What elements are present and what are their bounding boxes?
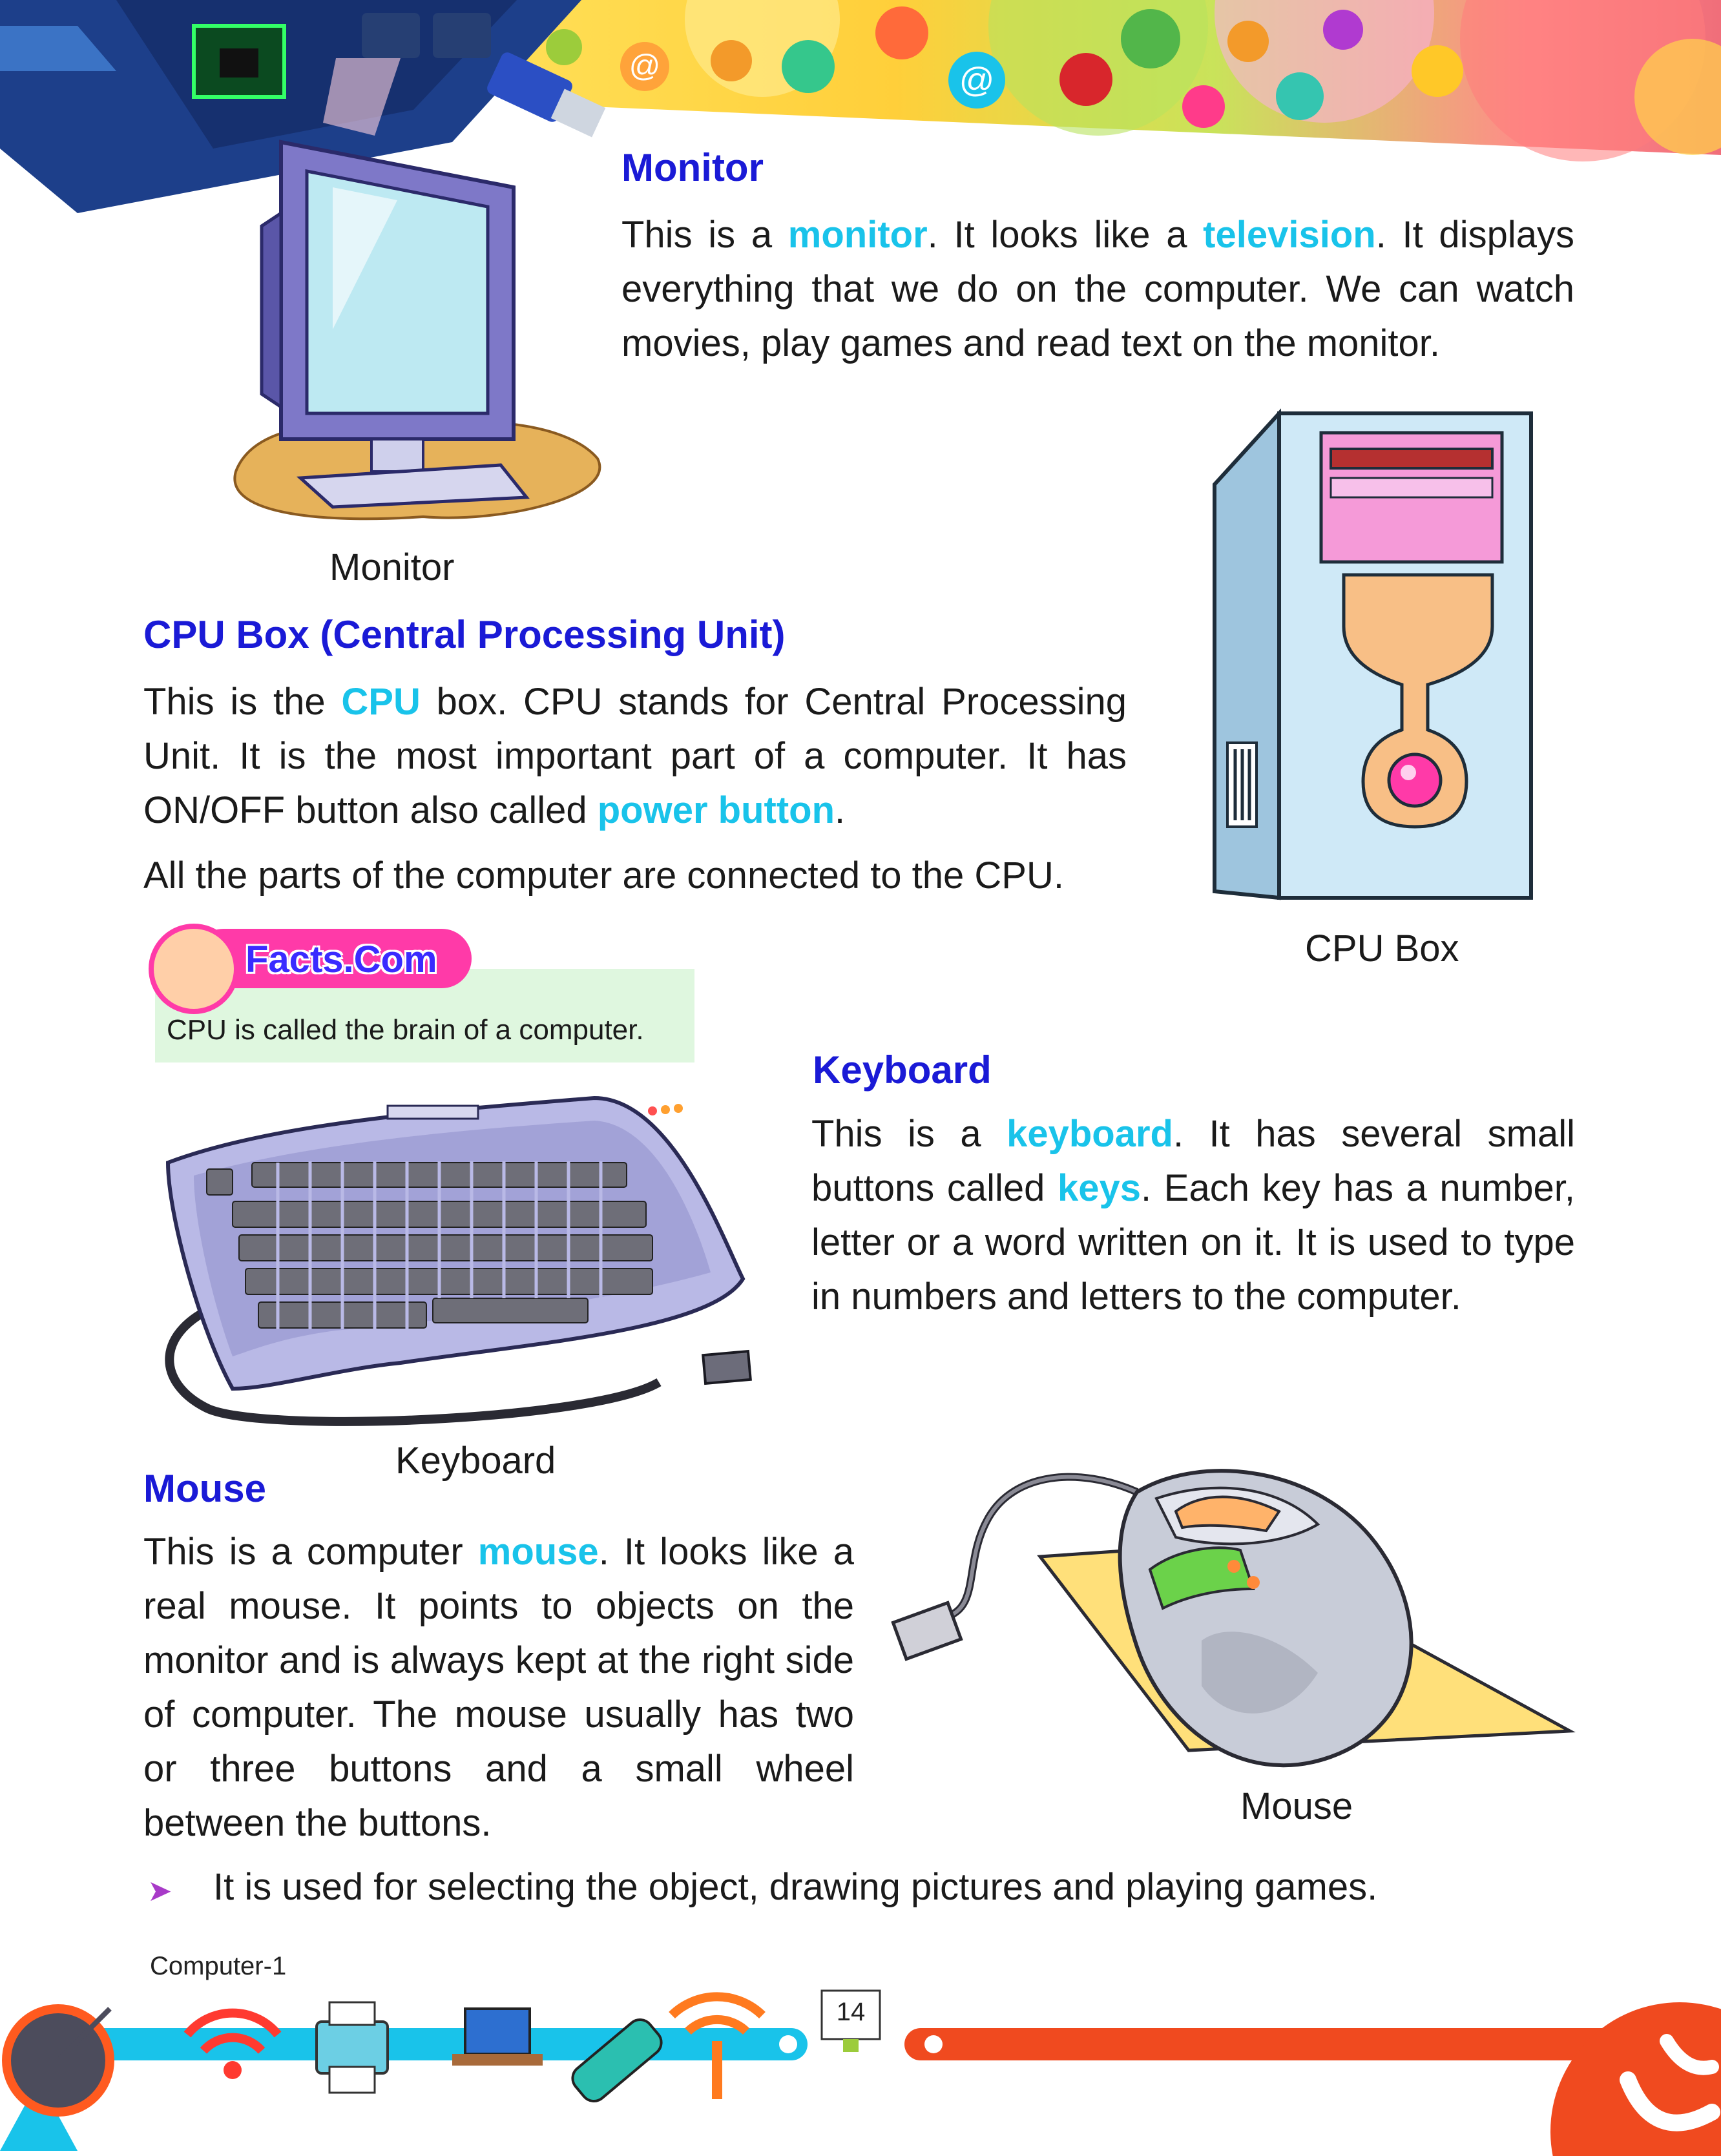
footer-graphics [0,1964,1721,2156]
cpu-paragraph-2: All the parts of the computer are connected to the CPU. [143,855,1064,897]
cpu-caption: CPU Box [1305,928,1459,969]
mouse-text-1: This is a computer [143,1531,478,1573]
mouse-caption: Mouse [1240,1785,1353,1827]
facts-title: Facts.Com [245,938,437,980]
keyboard-highlight-keyboard: keyboard [1007,1113,1173,1155]
gamepad-icon [1182,85,1225,128]
cpu-text-1: This is the [143,681,342,723]
cpu-box-illustration [1208,407,1544,904]
monitor-heading: Monitor [621,146,764,189]
mouse-paragraph [143,1525,854,1850]
at-icon: @ [948,52,1005,109]
cpu-heading: CPU Box (Central Processing Unit) [143,613,786,656]
monitor-highlight-television: television [1203,214,1376,256]
stats-icon [546,29,582,65]
at-icon: @ [620,42,669,91]
folder-icon [1323,10,1363,50]
monitor-highlight-monitor: monitor [787,214,928,256]
mouse-heading: Mouse [143,1467,267,1510]
cpu-paragraph [143,675,1127,838]
monitor-illustration [229,136,604,536]
mouse-highlight-mouse: mouse [477,1531,599,1573]
monitor-text-2: . It looks like a [927,214,1204,256]
monitor-icon [1412,45,1463,97]
mouse-icon [711,40,752,81]
keyboard-heading: Keyboard [813,1048,992,1092]
upload-icon [875,6,928,59]
keyboard-caption: Keyboard [395,1440,556,1482]
bullet-arrow-icon: ➤ [147,1874,172,1907]
monitor-text-3: . It displays everything that we do on the computer. We can watch movies, play games and read text on the monitor. [621,214,1574,364]
chart-icon [1276,72,1324,120]
keyboard-text-2: . It has several small buttons called [811,1113,1575,1209]
keyboard-text-1: This is a [811,1113,1007,1155]
monitor-text-1: This is a [621,214,788,256]
cpu-text-2: box. CPU stands for Central Processing Unit. It is the most important part of a computer. It has ON/OFF button also called [143,681,1127,831]
mouse-icon [1227,21,1269,62]
cpu-highlight-cpu: CPU [341,681,421,723]
facts-boy-icon [149,924,239,1014]
keyboard-illustration [142,1085,762,1447]
keyboard-text-3: . Each key has a number, letter or a word written on it. It is used to type in numbers and letters to the computer. [811,1167,1575,1318]
keyboard-paragraph [811,1107,1575,1324]
page-number: 14 [836,1998,866,2026]
mouse-bullet-text: It is used for selecting the object, drawing pictures and playing games. [213,1866,1378,1908]
keyboard-highlight-keys: keys [1058,1167,1142,1209]
mouse-text-2: . It looks like a real mouse. It points to objects on the monitor and is always kept at the right side of computer. The mouse usually has two or three buttons and a small wheel between the buttons. [143,1531,854,1844]
cpu-highlight-power-button: power button [597,789,835,831]
footer-label: Computer-1 [150,1952,287,1980]
network-icon [1121,9,1180,68]
facts-text: CPU is called the brain of a computer. [167,1014,644,1046]
monitor-caption: Monitor [329,546,455,588]
mouse-illustration [866,1453,1576,1789]
cpu-text-3: . [835,789,846,831]
monitor-paragraph [621,208,1574,371]
globe-icon [782,40,835,93]
settings-icon [1059,53,1112,106]
